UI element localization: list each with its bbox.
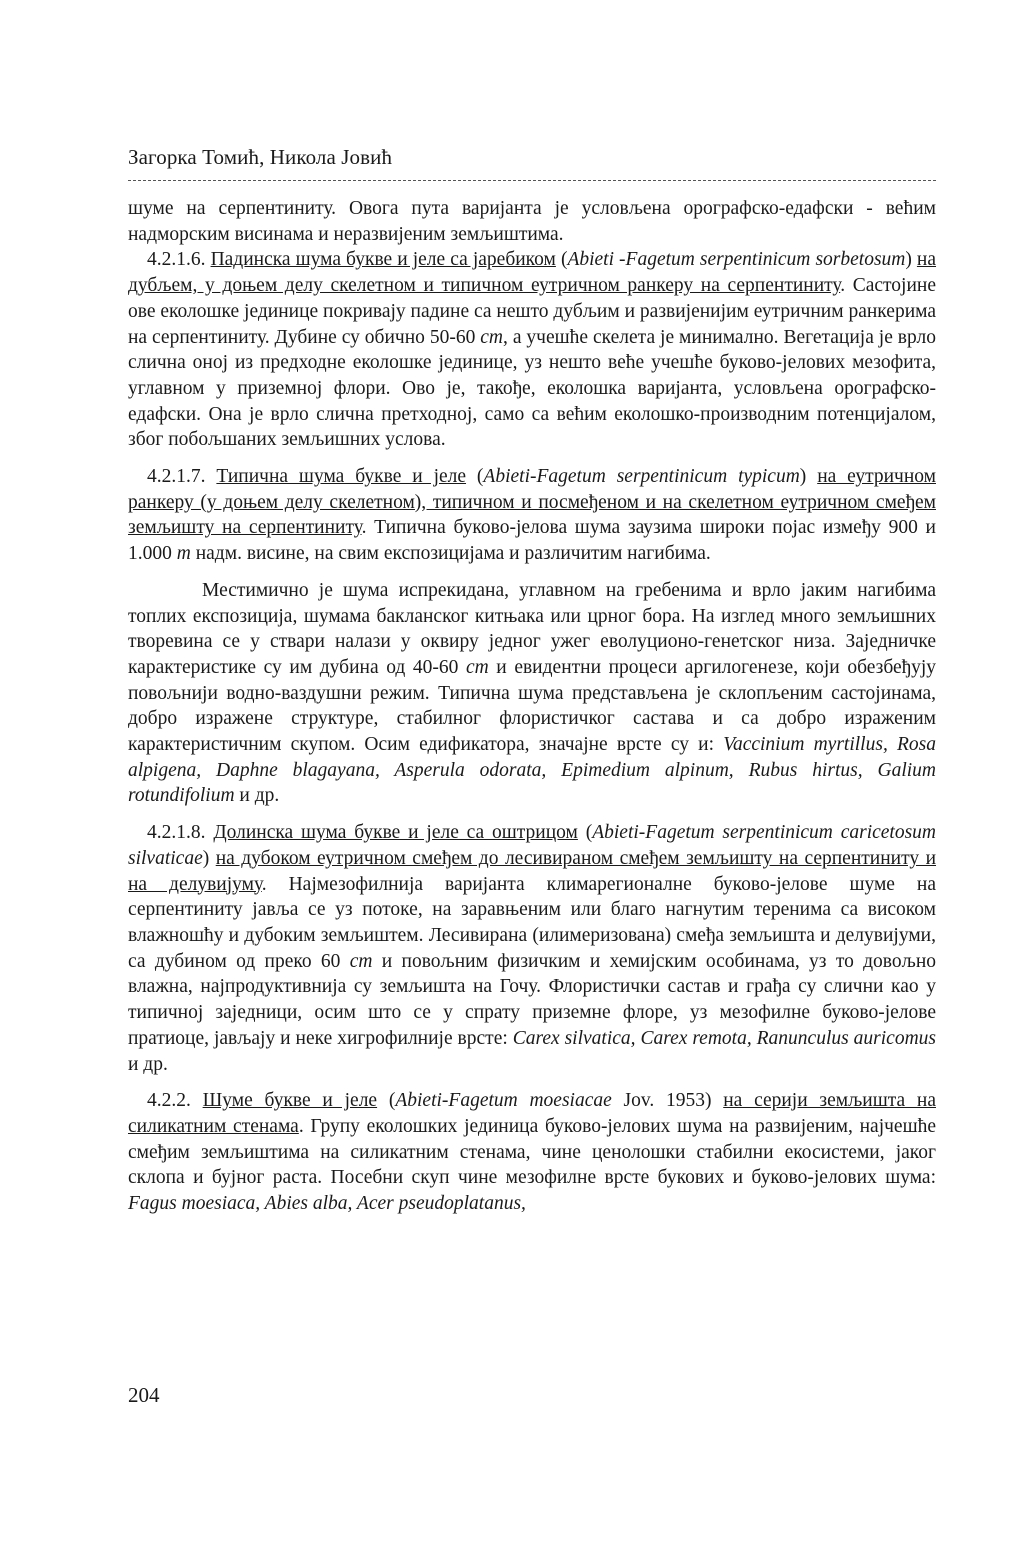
- latin-name: Abieti-Fagetum serpentinicum caricetosum silvaticae: [128, 822, 937, 869]
- text-run: Jov. 1953): [611, 1090, 724, 1112]
- section-heading: Типична шума букве и јеле: [216, 466, 467, 488]
- unit: cm: [349, 950, 373, 972]
- section-heading: Падинска шума букве и јеле са јаребиком: [210, 249, 556, 271]
- soil-description: на серији земљишта на силикатним стенама: [128, 1090, 936, 1137]
- text-run: . Најмезофилнија варијанта климарегионалне буково-јелове шуме на серпентиниту јавља се уз потоке, на заравњеним или благо нагнутим теренима са високом влажношћу и дубоким земљиштем. Лесивирана (илимеризована) смеђа земљишта и делувијуми, са дубином од преко 60: [128, 873, 936, 972]
- section-heading: Долинска шума букве и јеле са оштрицом: [213, 822, 578, 844]
- text-run: и повољним физичким и хемијским особинама, уз то довољно влажна, најпродуктивнија су земљишта на Гочу. Флористички састав и грађа су слични као у типичној заједници, осим што се у спрату приземне флоре, уз мезофилне буково-јелове пратиоце, јављају и неке хигрофилније врсте:: [128, 950, 936, 1049]
- species-list: Carex silvatica, Carex remota, Ranunculus auricomus: [512, 1027, 936, 1049]
- p1-text: шуме на серпентиниту. Овога пута варијанта је условљена орографско-едафски - већим надморским висинама и неразвијеним земљиштима.: [128, 198, 936, 245]
- soil-description: на дубљем, у доњем делу скелетном и типичном еутричном ранкеру на серпентиниту: [128, 249, 937, 297]
- text-run: . Типична буково-јелова шума заузима широки појас између 900 и 1.000: [128, 517, 936, 565]
- unit: cm: [465, 656, 489, 678]
- species-list: Fagus moesiaca, Abies alba, Acer pseudoplatanus,: [128, 1193, 526, 1215]
- latin-name: Abieti-Fagetum moesiacae: [395, 1090, 612, 1112]
- latin-name: Abieti -Fagetum serpentinicum sorbetosum: [567, 249, 906, 271]
- body-text: [128, 196, 936, 1217]
- soil-description: на еутричном ранкеру (у доњем делу скелетном), типичном и посмеђеном и на скелетном еутричном смеђем земљишту на серпентиниту: [128, 466, 936, 539]
- section-4-2-2: [128, 1088, 936, 1217]
- text-run: ): [202, 847, 216, 869]
- text-run: , а учешће скелета је минимално. Вегетација је врло слична оној из предходне еколошке јединице, уз нешто веће учешће буково-јелових мезофита, углавном у приземној флори. Ово је, такође, еколошка варијанта, условљена орографско-едафски. Она је врло слична претходној, само са већим еколошко-производним потенцијалом, због побољшаних земљишних услова.: [128, 326, 936, 451]
- section-4-2-1-7: [128, 464, 936, 567]
- page-number: 204: [128, 1383, 160, 1407]
- section-4-2-1-6: [128, 247, 936, 453]
- text-run: . Групу еколошких јединица буково-јелових шума на развијеним, најчешће смеђим земљиштима на силикатним стенама, чине ценолошки стабилни екосистеми, јаког склопа и бујног раста. Посебни скуп чине мезофилне врсте букових и буково-јелових шума:: [128, 1115, 936, 1189]
- text-run: и др.: [234, 785, 280, 807]
- text-run: (: [377, 1090, 396, 1112]
- unit: m: [176, 543, 191, 565]
- section-heading: Шуме букве и јеле: [202, 1090, 378, 1112]
- text-run: надм. висине, на свим експозицијама и различитим нагибима.: [190, 543, 711, 565]
- text-run: . Састојине ове еколошке јединице покривају падине са нешто дубљим и развијенијим еутричним ранкерима на серпентиниту. Дубине су обично 50-60: [128, 275, 936, 348]
- soil-description: на дубоком еутричном смеђем до лесивираном смеђем земљишту на серпентиниту и на делувијуму: [128, 847, 937, 895]
- paragraph-mestimicno: [128, 578, 936, 809]
- text-run: (: [466, 466, 484, 488]
- section-4-2-1-8: [128, 820, 936, 1077]
- unit: cm: [480, 326, 504, 348]
- text-run: ): [905, 249, 917, 271]
- latin-name: Abieti-Fagetum serpentinicum typicum: [483, 466, 800, 488]
- species-list: Vaccinium myrtillus, Rosa alpigena, Daphne blagayana, Asperula odorata, Epimedium alpinum, Rubus hirtus, Galium rotundifolium: [128, 734, 936, 807]
- text-run: ): [799, 466, 818, 488]
- header-rule: [128, 180, 936, 181]
- text-run: и др.: [128, 1053, 168, 1075]
- paragraph-1: [128, 196, 936, 247]
- section-number: 4.2.1.8.: [147, 822, 206, 844]
- text-run: (: [577, 822, 593, 844]
- text-run: и евидентни процеси аргилогенезе, који обезбеђују повољнији водно-ваздушни режим. Типична шума представљена је склопљеним састојинама, добро изражене структуре, стабилног флористичког састава и са добро израженим карактеристичним скупом. Осим едификатора, значајне врсте су и:: [128, 656, 936, 756]
- running-head: Загорка Томић, Никола Јовић: [128, 145, 393, 169]
- section-number: 4.2.1.6.: [147, 249, 206, 271]
- section-number: 4.2.1.7.: [147, 466, 206, 488]
- section-number: 4.2.2.: [147, 1090, 191, 1112]
- text-run: Местимично је шума испрекидана, углавном на гребенима и врло јаким нагибима топлих експозиција, шумама бакланског китњака или црног бора. На изглед много земљишних творевина се у ствари налази у оквиру једног ужег еволуционо-генетског низа. Заједничке карактеристике су им дубина од 40-60: [128, 579, 936, 678]
- text-run: (: [555, 249, 568, 271]
